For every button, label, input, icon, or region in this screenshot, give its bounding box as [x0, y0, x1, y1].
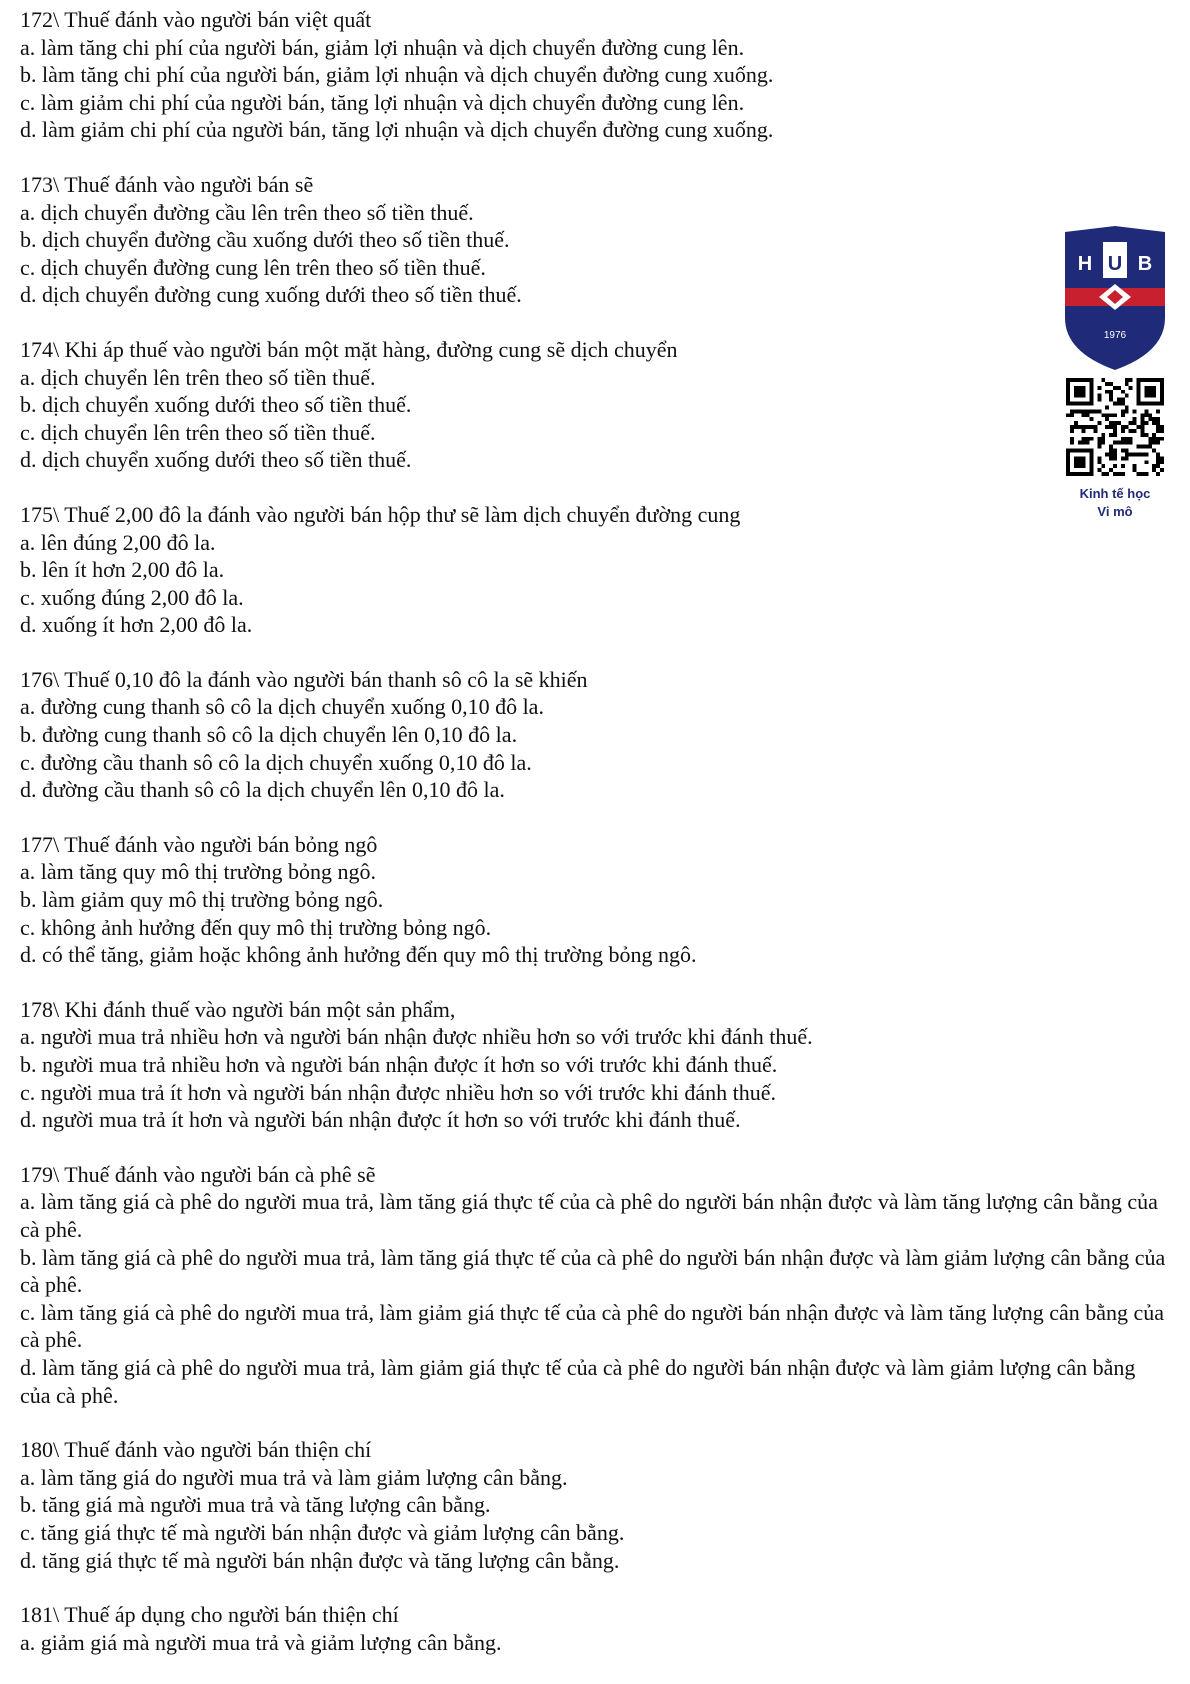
question-block — [20, 831, 1170, 969]
answer-option: d. người mua trả ít hơn và người bán nhận được ít hơn so với trước khi đánh thuế. — [20, 1107, 741, 1133]
question-title: 179\ Thuế đánh vào người bán cà phê sẽ — [20, 1161, 376, 1187]
question-title: 176\ Thuế 0,10 đô la đánh vào người bán thanh sô cô la sẽ khiến — [20, 666, 588, 692]
question-title: 177\ Thuế đánh vào người bán bỏng ngô — [20, 831, 378, 857]
answer-option: a. làm tăng chi phí của người bán, giảm lợi nhuận và dịch chuyển đường cung lên. — [20, 34, 745, 60]
question-title: 174\ Khi áp thuế vào người bán một mặt hàng, đường cung sẽ dịch chuyển — [20, 336, 678, 362]
answer-option: c. làm giảm chi phí của người bán, tăng lợi nhuận và dịch chuyển đường cung lên. — [20, 89, 745, 115]
answer-option: a. dịch chuyển đường cầu lên trên theo số tiền thuế. — [20, 199, 474, 225]
answer-option: c. người mua trả ít hơn và người bán nhận được nhiều hơn so với trước khi đánh thuế. — [20, 1079, 776, 1105]
answer-option: d. đường cầu thanh sô cô la dịch chuyển lên 0,10 đô la. — [20, 777, 505, 803]
question-title: 178\ Khi đánh thuế vào người bán một sản phẩm, — [20, 996, 456, 1022]
answer-option: b. làm tăng giá cà phê do người mua trả, làm tăng giá thực tế của cà phê do người bán nhận được và làm giảm lượng cân bằng của cà phê. — [20, 1244, 1166, 1298]
caption-course: Kinh tế học — [1079, 486, 1151, 501]
caption-subject: Vi mô — [1097, 504, 1133, 519]
answer-option: a. đường cung thanh sô cô la dịch chuyển xuống 0,10 đô la. — [20, 694, 544, 720]
badge-letter-u: U — [1107, 253, 1123, 275]
badge-letter-h: H — [1077, 253, 1093, 275]
answer-option: a. làm tăng giá do người mua trả và làm giảm lượng cân bằng. — [20, 1464, 568, 1490]
answer-option: c. dịch chuyển lên trên theo số tiền thuế. — [20, 419, 376, 445]
answer-option: c. không ảnh hưởng đến quy mô thị trường bỏng ngô. — [20, 914, 492, 940]
question-block — [20, 666, 1170, 804]
answer-option: b. dịch chuyển xuống dưới theo số tiền thuế. — [20, 392, 412, 418]
answer-option: a. làm tăng giá cà phê do người mua trả, làm tăng giá thực tế của cà phê do người bán nhận được và làm tăng lượng cân bằng của cà phê. — [20, 1189, 1158, 1242]
answer-option: b. tăng giá mà người mua trả và tăng lượng cân bằng. — [20, 1492, 491, 1518]
answer-option: c. xuống đúng 2,00 đô la. — [20, 584, 244, 610]
answer-option: c. làm tăng giá cà phê do người mua trả, làm giảm giá thực tế của cà phê do người bán nhận được và làm tăng lượng cân bằng của cà phê. — [20, 1299, 1165, 1353]
question-block — [20, 6, 1170, 144]
answer-option: a. người mua trả nhiều hơn và người bán nhận được nhiều hơn so với trước khi đánh thuế. — [20, 1024, 813, 1050]
question-title: 173\ Thuế đánh vào người bán sẽ — [20, 171, 314, 197]
answer-option: c. tăng giá thực tế mà người bán nhận được và giảm lượng cân bằng. — [20, 1519, 625, 1545]
question-title: 175\ Thuế 2,00 đô la đánh vào người bán hộp thư sẽ làm dịch chuyển đường cung — [20, 501, 741, 527]
answer-option: a. giảm giá mà người mua trả và giảm lượng cân bằng. — [20, 1629, 502, 1655]
answer-option: b. người mua trả nhiều hơn và người bán nhận được ít hơn so với trước khi đánh thuế. — [20, 1052, 778, 1077]
question-block — [20, 501, 1170, 639]
answer-option: d. có thể tăng, giảm hoặc không ảnh hưởng đến quy mô thị trường bỏng ngô. — [20, 942, 697, 968]
question-title: 172\ Thuế đánh vào người bán việt quất — [20, 7, 372, 32]
question-block — [20, 171, 1170, 309]
question-title: 180\ Thuế đánh vào người bán thiện chí — [20, 1437, 372, 1463]
badge-letter-b: B — [1137, 253, 1153, 275]
answer-option: c. dịch chuyển đường cung lên trên theo số tiền thuế. — [20, 254, 486, 280]
answer-option: d. làm giảm chi phí của người bán, tăng lợi nhuận và dịch chuyển đường cung xuống. — [20, 117, 774, 143]
answer-option: d. xuống ít hơn 2,00 đô la. — [20, 612, 253, 638]
answer-option: b. dịch chuyển đường cầu xuống dưới theo số tiền thuế. — [20, 227, 510, 253]
question-block — [20, 1161, 1170, 1409]
answer-option: b. lên ít hơn 2,00 đô la. — [20, 557, 225, 583]
answer-option: b. đường cung thanh sô cô la dịch chuyển lên 0,10 đô la. — [20, 722, 518, 748]
hub-logo — [1061, 226, 1169, 370]
question-block — [20, 1601, 1170, 1656]
qr-code — [1061, 378, 1169, 476]
answer-option: a. lên đúng 2,00 đô la. — [20, 529, 216, 555]
answer-option: d. tăng giá thực tế mà người bán nhận được và tăng lượng cân bằng. — [20, 1547, 620, 1573]
answer-option: a. dịch chuyển lên trên theo số tiền thuế. — [20, 364, 376, 390]
answer-option: d. dịch chuyển xuống dưới theo số tiền thuế. — [20, 447, 412, 473]
answer-option: b. làm tăng chi phí của người bán, giảm lợi nhuận và dịch chuyển đường cung xuống. — [20, 62, 774, 88]
question-block — [20, 336, 1170, 474]
course-caption — [1040, 485, 1190, 521]
badge-year: 1976 — [1103, 330, 1127, 341]
answer-option: c. đường cầu thanh sô cô la dịch chuyển xuống 0,10 đô la. — [20, 749, 532, 775]
answer-option: d. làm tăng giá cà phê do người mua trả, làm giảm giá thực tế của cà phê do người bán nhận được và làm giảm lượng cân bằng của cà phê. — [20, 1354, 1136, 1408]
answer-option: a. làm tăng quy mô thị trường bỏng ngô. — [20, 859, 376, 885]
answer-option: b. làm giảm quy mô thị trường bỏng ngô. — [20, 887, 384, 913]
question-block — [20, 1436, 1170, 1574]
question-block — [20, 996, 1170, 1134]
question-title: 181\ Thuế áp dụng cho người bán thiện chí — [20, 1602, 399, 1628]
answer-option: d. dịch chuyển đường cung xuống dưới theo số tiền thuế. — [20, 282, 522, 308]
question-list — [20, 6, 1170, 1656]
